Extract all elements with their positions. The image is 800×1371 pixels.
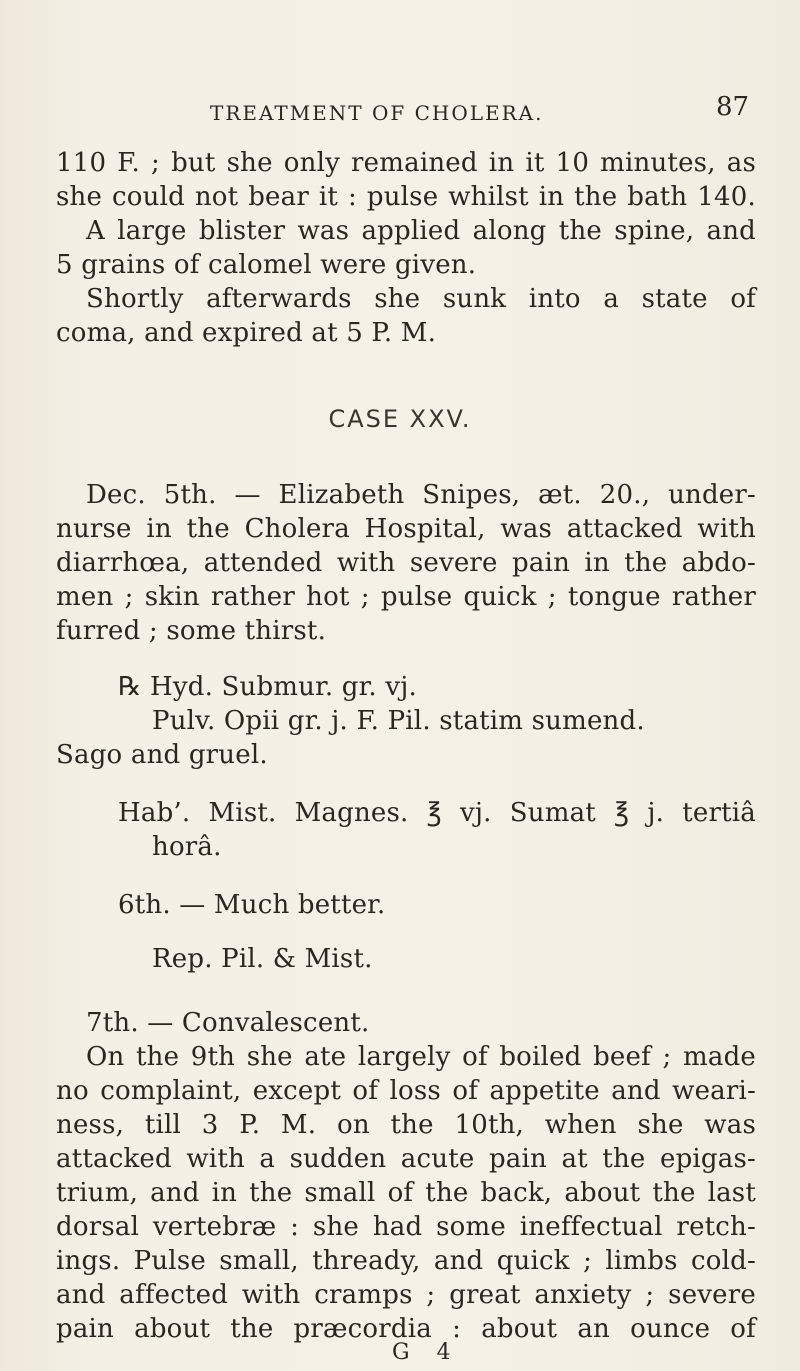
text-line: she could not bear it : pulse whilst in the bath 140. (56, 182, 756, 212)
text-line: trium, and in the small of the back, about the last (56, 1178, 756, 1208)
prescription-line: Pulv. Opii gr. j. F. Pil. statim sumend. (152, 706, 645, 736)
text-line: 110 F. ; but she only remained in it 10 minutes, as (56, 148, 756, 178)
text-line: On the 9th she ate largely of boiled beef ; made (86, 1042, 756, 1072)
text-line: Shortly afterwards she sunk into a state of (86, 284, 756, 314)
running-title: TREATMENT OF CHOLERA. (210, 101, 544, 125)
text-line: ness, till 3 P. M. on the 10th, when she was (56, 1110, 756, 1140)
text-line: A large blister was applied along the spine, and (86, 216, 756, 246)
text-line: diarrhœa, attended with severe pain in the abdo- (56, 548, 756, 578)
prescription-line: ℞ Hyd. Submur. gr. vj. (118, 672, 417, 702)
case-heading: CASE XXV. (328, 405, 472, 433)
signature-mark: G 4 (392, 1340, 461, 1365)
page-number: 87 (716, 92, 750, 122)
text-line: Dec. 5th. — Elizabeth Snipes, æt. 20., under- (86, 480, 756, 510)
text-line: Sago and gruel. (56, 740, 268, 770)
text-line: and affected with cramps ; great anxiety ; severe (56, 1280, 756, 1310)
prescription-line: Hab’. Mist. Magnes. ℥ vj. Sumat ℥ j. tertiâ (118, 798, 756, 828)
text-line: pain about the præcordia : about an ounce of (56, 1314, 756, 1344)
text-line: furred ; some thirst. (56, 616, 327, 646)
text-line: coma, and expired at 5 P. M. (56, 318, 437, 348)
text-line: dorsal vertebræ : she had some ineffectual retch- (56, 1212, 756, 1242)
text-line: no complaint, except of loss of appetite and weari- (56, 1076, 756, 1106)
prescription-line: horâ. (152, 832, 222, 862)
text-line: men ; skin rather hot ; pulse quick ; tongue rather (56, 582, 756, 612)
diary-entry: 6th. — Much better. (118, 890, 386, 920)
text-line: 7th. — Convalescent. (86, 1008, 370, 1038)
diary-entry: Rep. Pil. & Mist. (152, 944, 373, 974)
text-line: 5 grains of calomel were given. (56, 250, 477, 280)
text-line: ings. Pulse small, thready, and quick ; limbs cold- (56, 1246, 756, 1276)
text-line: attacked with a sudden acute pain at the epigas- (56, 1144, 756, 1174)
text-line: nurse in the Cholera Hospital, was attacked with (56, 514, 756, 544)
